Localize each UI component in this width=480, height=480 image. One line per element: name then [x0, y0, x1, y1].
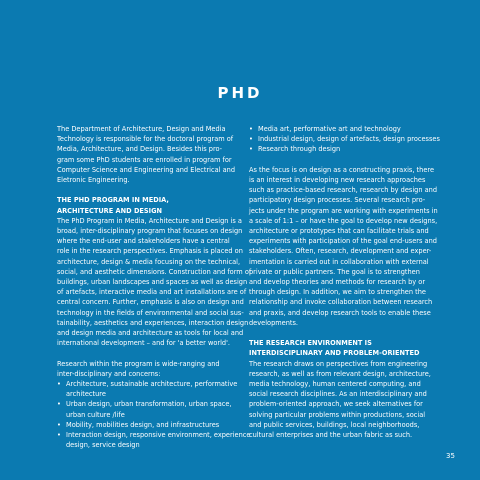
- bullet-icon: •: [57, 380, 61, 389]
- text-line: private or public partners. The goal is to strengthen: [249, 267, 420, 276]
- list-item-text: Industrial design, design of artefacts, design processes: [258, 135, 440, 144]
- list-item: [249, 124, 441, 134]
- research-topics-list-continued: [249, 124, 441, 155]
- text-line: a scale of 1:1 – or have the goal to develop new designs,: [249, 216, 438, 225]
- text-line: and design media and architecture as tools for local and: [57, 329, 244, 338]
- text-line: relationship and invoke collaboration between research: [249, 298, 433, 307]
- list-item: [57, 389, 249, 399]
- text-line: gram some PhD students are enrolled in program for: [57, 155, 232, 164]
- section-heading-line: ARCHITECTURE AND DESIGN: [57, 206, 163, 215]
- list-item-text: Interaction design, responsive environment, experience: [66, 431, 251, 440]
- text-line: jects under the program are working with experiments in: [249, 206, 438, 215]
- text-line: experiments with participation of the goal end-users and: [249, 237, 437, 246]
- text-line: Research within the program is wide-ranging and: [57, 359, 220, 368]
- bullet-icon: •: [249, 145, 253, 154]
- text-line: social research disciplines. As an interdisciplinary and: [249, 390, 427, 399]
- text-line: The Department of Architecture, Design and Media: [57, 125, 226, 133]
- text-line: The PhD Program in Media, Architecture and Design is a: [57, 216, 242, 225]
- section-heading-line: THE RESEARCH ENVIRONMENT IS: [249, 339, 372, 348]
- text-line: Media, Architecture, and Design. Besides this pro-: [57, 145, 223, 154]
- text-line: and public services, buildings, local neighborhoods,: [249, 420, 420, 429]
- list-item: [57, 410, 249, 420]
- page-title: PHD: [217, 84, 263, 102]
- list-item: [57, 440, 249, 450]
- text-line: architecture or prototypes that can facilitate trials and: [249, 227, 429, 236]
- text-line: tainability, aesthetics and experiences, interaction design: [57, 318, 249, 327]
- text-line: stakeholders. Often, research, development and exper-: [249, 247, 432, 256]
- text-line: participatory design processes. Several research pro-: [249, 196, 426, 205]
- text-line: cultural enterprises and the urban fabric as such.: [249, 431, 413, 440]
- list-item: [57, 420, 249, 430]
- list-item-text: urban culture /life: [66, 410, 125, 419]
- bullet-icon: •: [57, 431, 61, 440]
- section-heading-line: THE PHD PROGRAM IN MEDIA,: [57, 196, 169, 205]
- research-intro-paragraph: [57, 359, 249, 379]
- bullet-icon: •: [57, 400, 61, 409]
- phd-program-heading: [57, 195, 249, 215]
- text-line: central concern. Further, emphasis is also on design and: [57, 298, 244, 307]
- design-praxis-paragraph: [249, 165, 441, 328]
- intro-paragraph: [57, 124, 249, 185]
- text-line: social, and aesthetic dimensions. Construction and form of: [57, 267, 252, 276]
- text-line: Technology is responsible for the doctoral program of: [57, 135, 234, 144]
- research-environment-heading: [249, 338, 441, 358]
- right-column: [249, 124, 441, 440]
- list-item: [249, 144, 441, 154]
- list-item-text: architecture: [66, 390, 106, 399]
- text-line: where the end-user and stakeholders have a central: [57, 237, 230, 246]
- text-line: such as practice-based research, research by design and: [249, 186, 438, 195]
- list-item-text: design, service design: [66, 441, 140, 450]
- text-line: international development – and for 'a better world'.: [57, 339, 231, 348]
- list-item-text: Mobility, mobilities design, and infrastructures: [66, 420, 220, 429]
- text-line: and praxis, and develop research tools to enable these: [249, 308, 431, 317]
- list-item: [57, 399, 249, 409]
- research-environment-paragraph: [249, 359, 441, 441]
- text-line: The research draws on perspectives from engineering: [249, 359, 428, 368]
- list-item-text: Research through design: [258, 145, 341, 154]
- list-item-text: Architecture, sustainable architecture, performative: [66, 380, 238, 389]
- text-line: As the focus is on design as a constructing praxis, there: [249, 165, 434, 174]
- list-item-text: Urban design, urban transformation, urban space,: [66, 400, 232, 409]
- research-topics-list: [57, 379, 249, 450]
- text-line: Eletronic Engineering.: [57, 176, 130, 185]
- text-line: broad, inter-disciplinary program that focuses on design: [57, 227, 243, 236]
- text-line: inter-disciplinary and concerns:: [57, 369, 161, 378]
- list-item: [57, 379, 249, 389]
- list-item: [249, 134, 441, 144]
- text-line: role in the research perspectives. Emphasis is placed on: [57, 247, 243, 256]
- text-line: solving particular problems within productions, social: [249, 410, 426, 419]
- text-line: media technology, human centered computing, and: [249, 380, 421, 389]
- text-line: problem-oriented approach, we seek alternatives for: [249, 400, 423, 409]
- text-line: Computer Science and Engineering and Electrical and: [57, 165, 235, 174]
- page-number: 35: [446, 452, 455, 460]
- section-heading-line: INTERDISCIPLINARY AND PROBLEM-ORIENTED: [249, 349, 420, 358]
- bullet-icon: •: [249, 125, 253, 133]
- list-item-text: Media art, performative art and technology: [258, 125, 401, 133]
- list-item: [57, 430, 249, 440]
- text-line: architecture, design & media focusing on the technical,: [57, 257, 241, 266]
- text-line: of artefacts, interactive media and art installations are of: [57, 288, 247, 297]
- text-line: buildings, urban landscapes and spaces as well as design: [57, 278, 248, 287]
- text-line: technology in the fields of environmental and social sus-: [57, 308, 244, 317]
- text-line: through design. In addition, we aim to strengthen the: [249, 288, 426, 297]
- bullet-icon: •: [249, 135, 253, 144]
- text-line: research, as well as from relevant design, architecture,: [249, 369, 431, 378]
- text-line: and develop theories and methods for research by or: [249, 278, 426, 287]
- text-line: developments.: [249, 318, 299, 327]
- left-column: [57, 124, 252, 450]
- text-line: imentation is carried out in collaboration with external: [249, 257, 429, 266]
- bullet-icon: •: [57, 420, 61, 429]
- text-line: is an interest in developing new research approaches: [249, 176, 426, 184]
- phd-program-paragraph: [57, 216, 252, 349]
